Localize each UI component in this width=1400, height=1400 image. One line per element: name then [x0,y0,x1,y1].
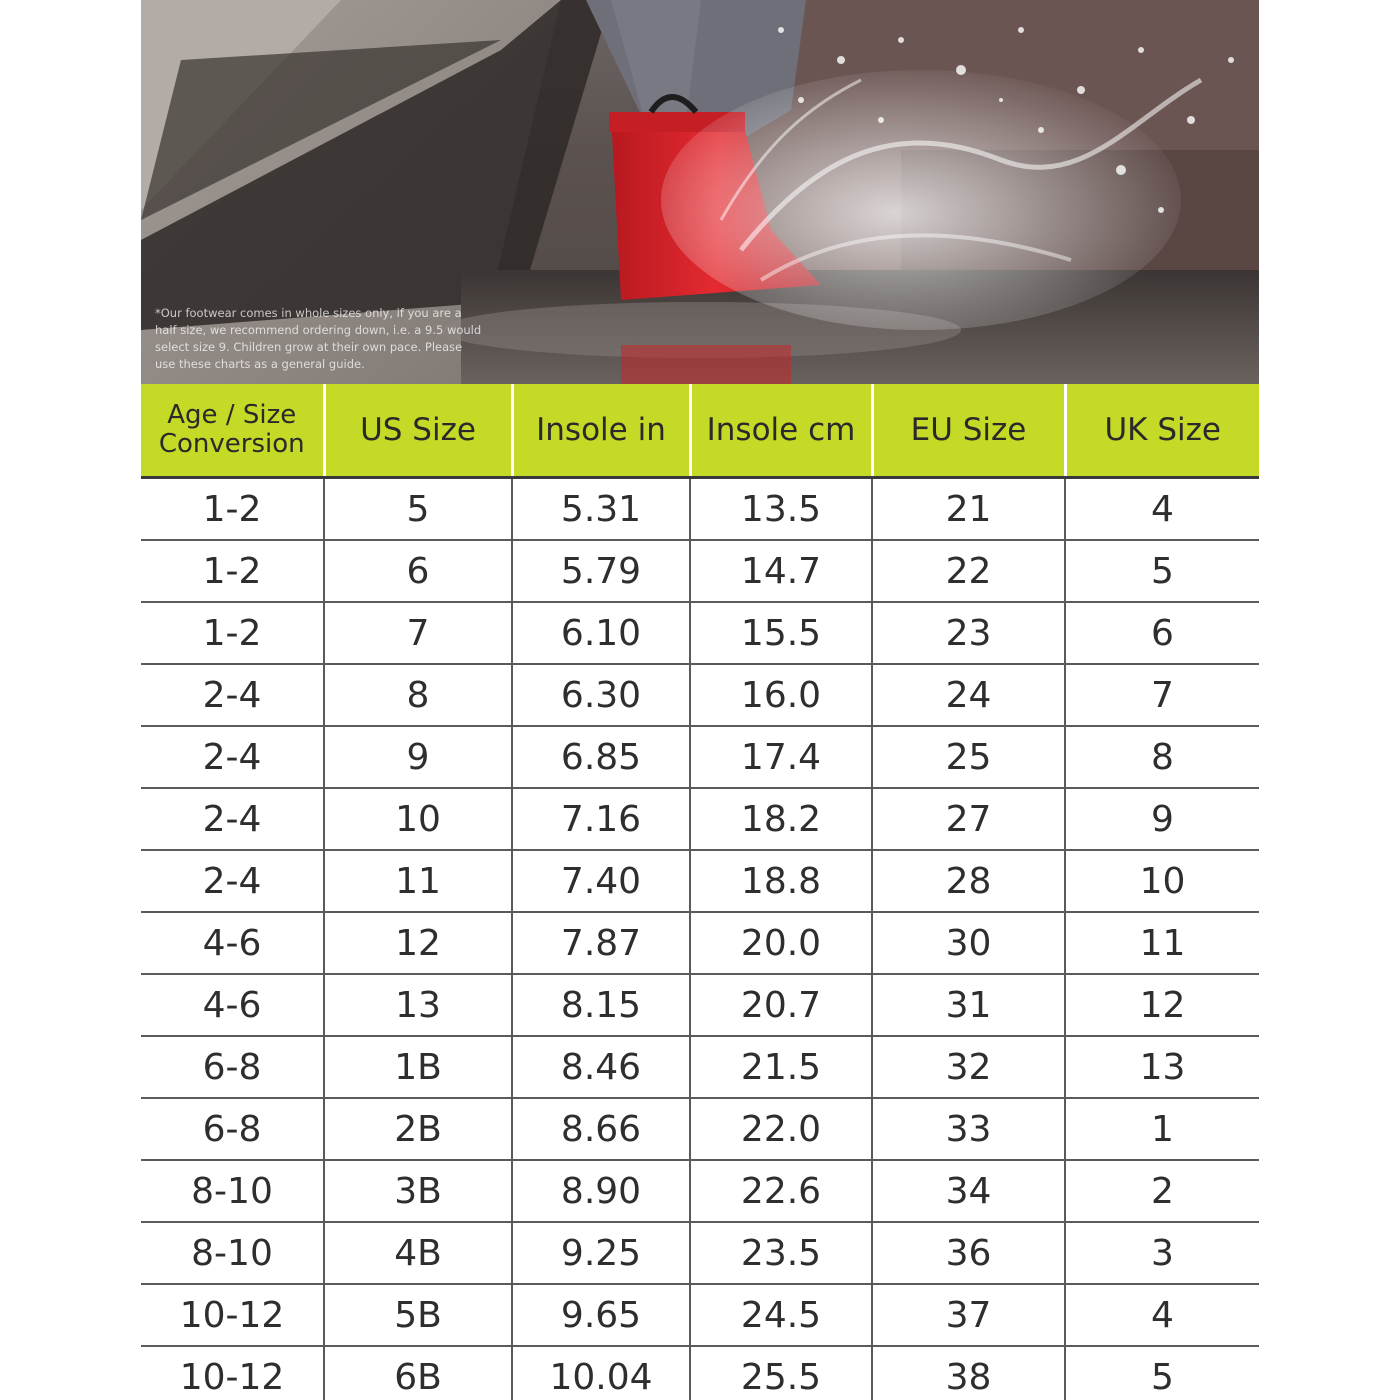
cell-insole-cm: 20.0 [690,912,872,974]
cell-uk-size: 12 [1065,974,1259,1036]
cell-age: 4-6 [141,974,324,1036]
cell-insole-in: 6.85 [512,726,690,788]
cell-insole-in: 6.30 [512,664,690,726]
cell-uk-size: 11 [1065,912,1259,974]
cell-eu-size: 37 [872,1284,1065,1346]
cell-uk-size: 9 [1065,788,1259,850]
sizing-disclaimer: *Our footwear comes in whole sizes only, if you are a half size, we recommend ordering down, i.e. a 9.5 would select size 9. Children grow at their own pace. Please use these charts as a general guide. [155,306,482,371]
cell-us-size: 13 [324,974,512,1036]
cell-age: 6-8 [141,1036,324,1098]
cell-insole-in: 5.79 [512,540,690,602]
table-row [141,540,1259,602]
cell-eu-size: 33 [872,1098,1065,1160]
size-conversion-table [141,384,1259,1400]
cell-insole-in: 8.46 [512,1036,690,1098]
table-row [141,788,1259,850]
size-chart-page [141,0,1259,1400]
cell-age: 2-4 [141,850,324,912]
cell-uk-size: 4 [1065,478,1259,541]
table-row [141,1222,1259,1284]
cell-eu-size: 24 [872,664,1065,726]
cell-uk-size: 4 [1065,1284,1259,1346]
cell-eu-size: 32 [872,1036,1065,1098]
header-insole-cm: Insole cm [690,384,872,478]
cell-us-size: 1B [324,1036,512,1098]
cell-age: 2-4 [141,664,324,726]
cell-uk-size: 10 [1065,850,1259,912]
cell-insole-in: 5.31 [512,478,690,541]
table-row [141,664,1259,726]
cell-us-size: 3B [324,1160,512,1222]
cell-insole-in: 8.90 [512,1160,690,1222]
table-row [141,478,1259,541]
header-us-size: US Size [324,384,512,478]
cell-uk-size: 13 [1065,1036,1259,1098]
cell-eu-size: 27 [872,788,1065,850]
cell-insole-in: 7.40 [512,850,690,912]
header-eu-size: EU Size [872,384,1065,478]
cell-eu-size: 25 [872,726,1065,788]
cell-eu-size: 31 [872,974,1065,1036]
cell-insole-cm: 16.0 [690,664,872,726]
cell-us-size: 10 [324,788,512,850]
cell-age: 2-4 [141,788,324,850]
cell-eu-size: 22 [872,540,1065,602]
cell-uk-size: 5 [1065,540,1259,602]
cell-insole-cm: 15.5 [690,602,872,664]
cell-age: 10-12 [179,1356,285,1398]
cell-age: 8-10 [141,1222,324,1284]
cell-us-size: 5 [324,478,512,541]
cell-us-size: 5B [324,1284,512,1346]
cell-eu-size: 30 [872,912,1065,974]
cell-age: 2-4 [141,726,324,788]
cell-us-size: 6 [324,540,512,602]
header-insole-in: Insole in [512,384,690,478]
cell-uk-size: 1 [1065,1098,1259,1160]
table-row [141,1346,1259,1400]
table-body [141,478,1259,1400]
cell-uk-size: 8 [1065,726,1259,788]
cell-age: 8-10 [141,1160,324,1222]
cell-us-size: 2B [324,1098,512,1160]
cell-insole-in: 10.04 [512,1346,690,1400]
cell-insole-cm: 17.4 [690,726,872,788]
cell-age: 1-2 [141,478,324,541]
header-uk-size: UK Size [1065,384,1259,478]
cell-eu-size: 21 [872,478,1065,541]
table-row [141,726,1259,788]
header-age-size: Age / Size Conversion [141,384,324,478]
cell-insole-cm: 25.5 [690,1346,872,1400]
cell-us-size: 6B [324,1346,512,1400]
table-row [141,912,1259,974]
cell-age: 6-8 [141,1098,324,1160]
table-row [141,1160,1259,1222]
cell-uk-size: 7 [1065,664,1259,726]
cell-insole-in: 6.10 [512,602,690,664]
cell-us-size: 4B [324,1222,512,1284]
table-row [141,1098,1259,1160]
cell-uk-size: 2 [1065,1160,1259,1222]
cell-us-size: 7 [324,602,512,664]
table-header-row [141,384,1259,478]
cell-us-size: 12 [324,912,512,974]
table-row [141,974,1259,1036]
cell-eu-size: 28 [872,850,1065,912]
cell-insole-cm: 20.7 [690,974,872,1036]
cell-age: 10-12 [141,1284,324,1346]
cell-insole-in: 9.65 [512,1284,690,1346]
cell-us-size: 8 [324,664,512,726]
cell-us-size: 9 [324,726,512,788]
cell-insole-cm: 22.6 [690,1160,872,1222]
table-row [141,1284,1259,1346]
cell-insole-cm: 24.5 [690,1284,872,1346]
cell-uk-size: 6 [1065,602,1259,664]
cell-insole-in: 7.16 [512,788,690,850]
cell-insole-cm: 14.7 [690,540,872,602]
cell-insole-cm: 13.5 [690,478,872,541]
table-row [141,1036,1259,1098]
cell-us-size: 11 [324,850,512,912]
cell-uk-size: 3 [1065,1222,1259,1284]
cell-eu-size: 36 [872,1222,1065,1284]
table-row [141,850,1259,912]
cell-insole-in: 7.87 [512,912,690,974]
cell-insole-cm: 22.0 [690,1098,872,1160]
hero-photo [141,0,1259,384]
cell-age: 4-6 [141,912,324,974]
cell-insole-in: 9.25 [512,1222,690,1284]
cell-eu-size: 38 [872,1346,1065,1400]
cell-insole-cm: 23.5 [690,1222,872,1284]
cell-age: 1-2 [141,540,324,602]
cell-insole-cm: 18.8 [690,850,872,912]
cell-eu-size: 34 [872,1160,1065,1222]
cell-age: 1-2 [141,602,324,664]
cell-insole-cm: 18.2 [690,788,872,850]
cell-insole-cm: 21.5 [690,1036,872,1098]
cell-eu-size: 23 [872,602,1065,664]
cell-insole-in: 8.66 [512,1098,690,1160]
cell-insole-in: 8.15 [512,974,690,1036]
cell-uk-size: 5 [1065,1346,1259,1400]
table-row [141,602,1259,664]
